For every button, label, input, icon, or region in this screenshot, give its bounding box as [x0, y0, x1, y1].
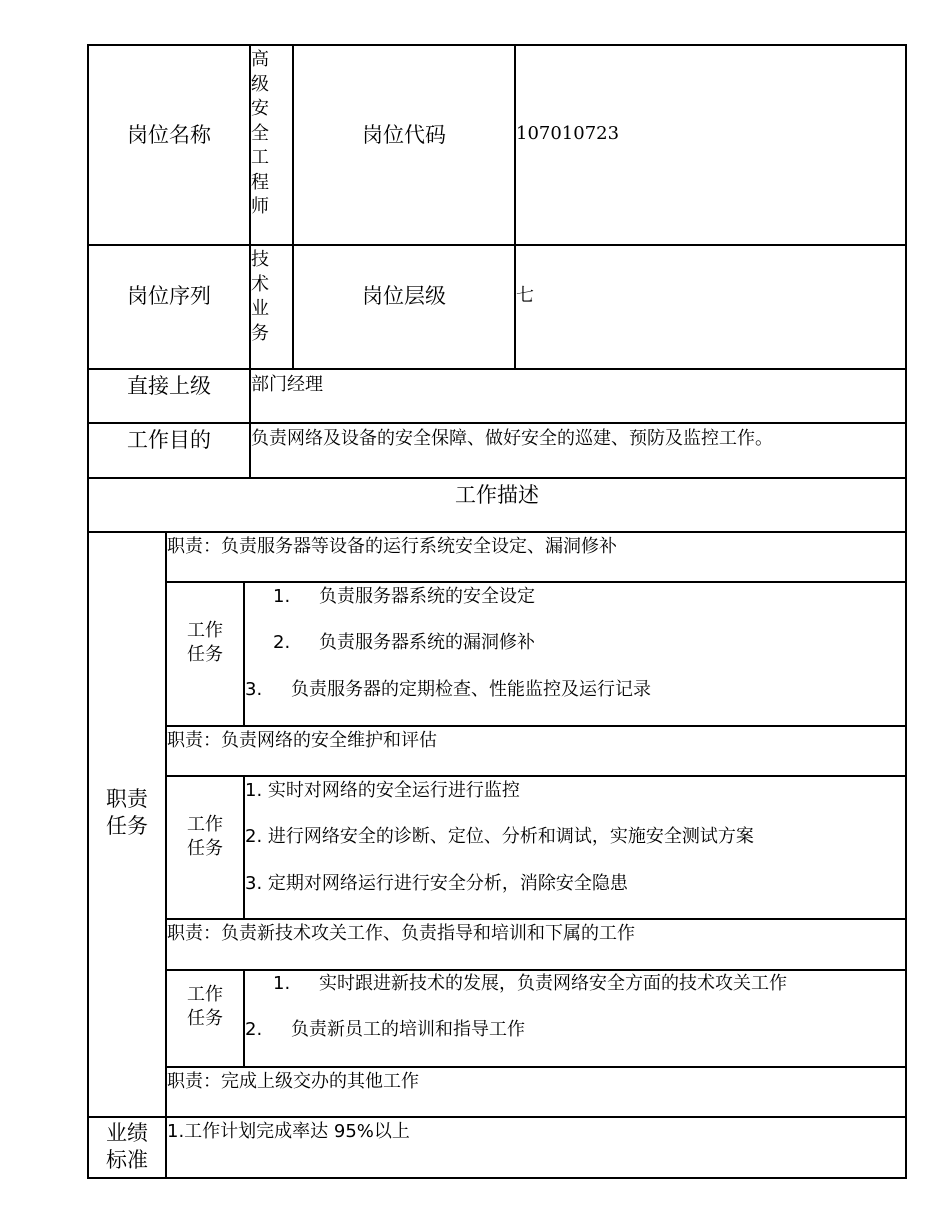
- task-number: 3.: [245, 679, 263, 700]
- row-divider: [165, 725, 907, 727]
- task-item: 负责新员工的培训和指导工作: [291, 1019, 525, 1040]
- position-code-value: 107010723: [516, 123, 620, 144]
- row-divider: [87, 477, 907, 479]
- row-divider: [87, 244, 907, 246]
- column-divider: [292, 44, 294, 369]
- task-item: 2. 进行网络安全的诊断、定位、分析和调试，实施安全测试方案: [245, 826, 754, 847]
- table-border-left: [87, 44, 89, 1179]
- task-item: 1. 实时对网络的安全运行进行监控: [245, 780, 520, 801]
- position-series-label: 岗位序列: [127, 284, 211, 308]
- purpose-value: 负责网络及设备的安全保障、做好安全的巡建、预防及监控工作。: [251, 428, 773, 449]
- task-item: 负责服务器系统的漏洞修补: [319, 632, 535, 653]
- table-border-bottom: [87, 1177, 907, 1179]
- supervisor-value: 部门经理: [251, 374, 323, 395]
- table-border-right: [905, 44, 907, 1179]
- row-divider: [87, 422, 907, 424]
- duty-heading: 职责：负责新技术攻关工作、负责指导和培训和下属的工作: [167, 923, 635, 944]
- row-divider: [165, 581, 907, 583]
- position-series-value: 技术业务: [251, 249, 269, 344]
- table-border-top: [87, 44, 907, 46]
- task-item: 3. 定期对网络运行进行安全分析，消除安全隐患: [245, 873, 628, 894]
- task-label: 工作任务: [187, 814, 223, 859]
- task-item: 实时跟进新技术的发展，负责网络安全方面的技术攻关工作: [319, 973, 787, 994]
- position-level-value: 七: [516, 285, 534, 306]
- column-divider: [243, 581, 245, 726]
- row-divider: [87, 1116, 907, 1118]
- section-title: 工作描述: [455, 483, 539, 507]
- position-name-value: 高级安全工程师: [251, 49, 269, 217]
- duties-label: 职责任务: [106, 787, 148, 838]
- row-divider: [87, 368, 907, 370]
- position-name-label: 岗位名称: [127, 123, 211, 147]
- row-divider: [87, 531, 907, 533]
- performance-label: 业绩标准: [106, 1121, 148, 1172]
- task-number: 1.: [273, 973, 291, 994]
- task-number: 1.: [273, 586, 291, 607]
- row-divider: [165, 969, 907, 971]
- position-code-label: 岗位代码: [362, 123, 446, 147]
- duty-heading: 职责：完成上级交办的其他工作: [167, 1071, 419, 1092]
- row-divider: [165, 775, 907, 777]
- duty-heading: 职责：负责服务器等设备的运行系统安全设定、漏洞修补: [167, 536, 617, 557]
- task-label: 工作任务: [187, 620, 223, 665]
- position-level-label: 岗位层级: [362, 284, 446, 308]
- row-divider: [165, 918, 907, 920]
- task-item: 负责服务器的定期检查、性能监控及运行记录: [291, 679, 651, 700]
- task-label: 工作任务: [187, 984, 223, 1029]
- column-divider: [514, 44, 516, 369]
- row-divider: [165, 1066, 907, 1068]
- task-number: 2.: [273, 632, 291, 653]
- duty-heading: 职责：负责网络的安全维护和评估: [167, 730, 437, 751]
- performance-value: 1.工作计划完成率达 95%以上: [167, 1121, 410, 1142]
- task-number: 2.: [245, 1019, 263, 1040]
- purpose-label: 工作目的: [127, 428, 211, 452]
- task-item: 负责服务器系统的安全设定: [319, 586, 535, 607]
- supervisor-label: 直接上级: [127, 374, 211, 398]
